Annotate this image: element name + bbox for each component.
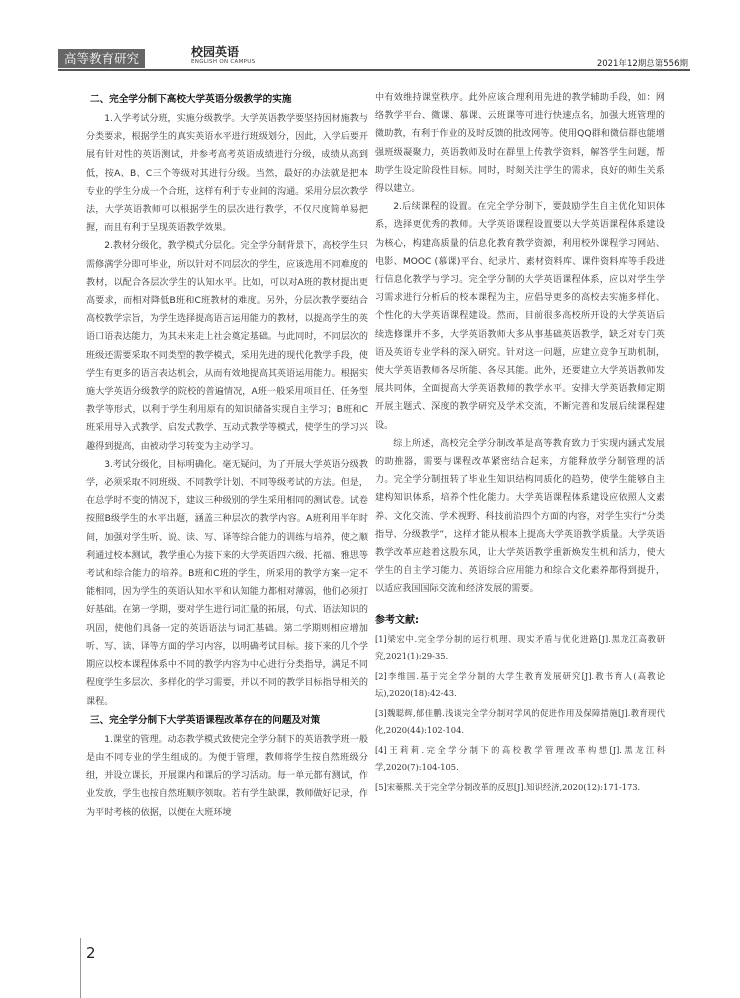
footer-rule: [80, 938, 81, 998]
right-column: [375, 89, 665, 798]
reference-item: [5]宋蓁熙.关于完全学分制改革的反思[J].知识经济,2020(12):171-173.: [375, 781, 641, 792]
left-column: [86, 90, 368, 822]
issue-info: 2021年12期总第556期: [596, 59, 688, 69]
paragraph: 1.入学考试分班，实施分级教学。大学英语教学要坚持因材施教与分类要求，根据学生的真实英语水平进行班级划分，因此，入学后要开展有针对性的英语测试，并参考高考英语成绩进行分级，成绩从高到低，按A、B、C三个等级对其进行分级。当然，最好的办法就是把本专业的学生分成一个合班，这样有利于专业间的沟通。采用分层次教学法，大学英语教师可以根据学生的层次进行教学，不仅尺度简单易把握，而且有利于呈现英语教学效果。: [86, 114, 368, 234]
paragraph: 2.后续课程的设置。在完全学分制下，要鼓励学生自主优化知识体系，选择更优秀的教师。大学英语课程设置要以大学英语课程体系建设为核心，构建高质量的信息化教育教学资源，利用校外课程学习网站、电影、MOOC (慕课)平台、纪录片、素材资料库、课件资料库等手段进行信息化教学与学习。完全学分制的大学英语课程体系，应以对学生学习需求进行分析后的校本课程为主，应倡导更多的高校去实施多样化、个性化的大学英语课程建设。然而，目前很多高校所开设的大学英语后续选修课并不多，大学英语教师大多从事基础英语教学，缺乏对专门英语及英语专业学科的深入研究。针对这一问题，应建立竞争互助机制，使大学英语教师各尽所能、各尽其能。此外，还要建立大学英语教师发展共同体，全面提高大学英语教师的教学水平。安排大学英语教师定期开展主题式、深度的教学研究及学术交流，不断完善和发展后续课程建设。: [375, 202, 665, 431]
page-header: [58, 47, 688, 69]
section-heading-2: 二、完全学分制下高校大学英语分级教学的实施: [90, 94, 292, 105]
section-tag: 高等教育研究: [58, 49, 145, 68]
paragraph: 中有效维持课堂秩序。此外应该合理利用先进的教学辅助手段，如：网络教学平台、微课、慕课、云班课等可进行快速点名，加强大班管理的微助教，有利于作业的及时反馈的批改网等。使用QQ群和微信群也能增强班级凝聚力，英语教师及时在群里上传教学资料，解答学生问题，帮助学生设定阶段性目标。同时，时刻关注学生的需求，良好的师生关系得以建立。: [375, 93, 665, 195]
page-number: 2: [86, 944, 96, 962]
paragraph: 3.考试分级化，目标明确化。毫无疑问，为了开展大学英语分级教学，必须采取不同班级、不同教学计划、不同等级考试的方法。但是，在总学时不变的情况下，建议三种级别的学生采用相同的测试卷。试卷按照B级学生的水平出题，涵盖三种层次的教学内容。A班利用半年时间，加强对学生听、说、读、写、译等综合能力的训练与培养，使之顺利通过校本测试，教学重心为接下来的大学英语四六级、托福、雅思等考试和综合能力的培养。B班和C班的学生，所采用的教学方案一定不能相同，因为学生的英语认知水平和认知能力都相对薄弱，他们必须打好基础。在第一学期，要对学生进行词汇量的拓展，句式、语法知识的巩固，使他们具备一定的英语语法与词汇基础。第二学期则相应增加听、写、读、译等方面的学习内容，以明确考试目标。接下来的几个学期应以校本课程体系中不同的教学内容为中心进行分类指导，满足不同程度学生多层次、多样化的学习需要，并以不同的教学目标指导相关的课程。: [86, 459, 368, 707]
reference-item: [3]魏聪辉,郁佳鹏.浅谈完全学分制对学风的促进作用及保障措施[J].教育现代化,2020(44):102-104.: [375, 707, 665, 736]
paragraph: 2.教材分级化，教学模式分层化。完全学分制背景下，高校学生只需修满学分即可毕业，所以针对不同层次的学生，应该选用不同难度的教材，以配合各层次学生的认知水平。比如，可以对A班的教材提出更高要求，而相对降低B班和C班教材的难度。另外，分层次教学要结合高校教学宗旨，为学生选择提高语言运用能力的教材，以提高学生的英语口语表达能力，为其未来走上社会奠定基础。与此同时，不同层次的班级还需要采取不同类型的教学模式，采用先进的现代化教学手段，使学生有更多的语言表达机会，从而有效地提高其英语运用能力。根据实施大学英语分级教学的院校的普遍情况，A班一般采用项目任、任务型教学等形式，以利于学生利用原有的知识储备实现自主学习；B班和C班采用导入式教学、启发式教学、互动式教学等模式，使学生的学习兴趣得到提高，由被动学习转变为主动学习。: [86, 241, 368, 452]
references-title: 参考文献:: [375, 614, 419, 626]
reference-item: [2]李维国.基于完全学分制的大学生教育发展研究[J].教书育人(高教论坛),2020(18):42-43.: [375, 670, 665, 699]
logo-english: ENGLISH ON CAMPUS: [191, 59, 256, 65]
journal-logo: [191, 46, 255, 66]
header-divider: [58, 69, 690, 71]
logo-chinese: 校园英语: [191, 45, 240, 59]
paragraph: 1.课堂的管理。动态教学模式致使完全学分制下的英语教学班一般是由不同专业的学生组成的。为便于管理，教师将学生按自然班级分组，并设立课长，开展课内和课后的学习活动。每一单元都有测试，作业发放，学生也按自然班顺序领取。若有学生缺课，教师做好记录，作为平时考核的依据，以便在大班环境: [86, 734, 368, 818]
section-heading-3: 三、完全学分制下大学英语课程改革存在的问题及对策: [90, 714, 321, 726]
reference-item: [1]梁宏中.完全学分制的运行机理、现实矛盾与优化进路[J].黑龙江高教研究,2021(1):29-35.: [375, 633, 665, 662]
reference-item: [4]王莉莉.完全学分制下的高校教学管理改革构想[J].黑龙江科学,2020(7):104-105.: [375, 744, 665, 773]
paragraph: 综上所述，高校完全学分制改革是高等教育致力于实现内涵式发展的助推器，需要与课程改革紧密结合起来，方能释放学分制管理的活力。完全学分制扭转了毕业生知识结构同质化的趋势，使学生能够自主建构知识体系，培养个性化能力。大学英语课程体系建设应依照人文素养、文化交流、学术视野、科技前沿四个方面的内容，对学生实行“分类指导、分级教学”，这样才能从根本上提高大学英语教学质量。大学英语教学改革应趁着这股东风，让大学英语教学重新焕发生机和活力，使大学生的自主学习能力、英语综合应用能力和综合文化素养都得到提升，以适应我国国际交流和经济发展的需要。: [375, 438, 665, 595]
